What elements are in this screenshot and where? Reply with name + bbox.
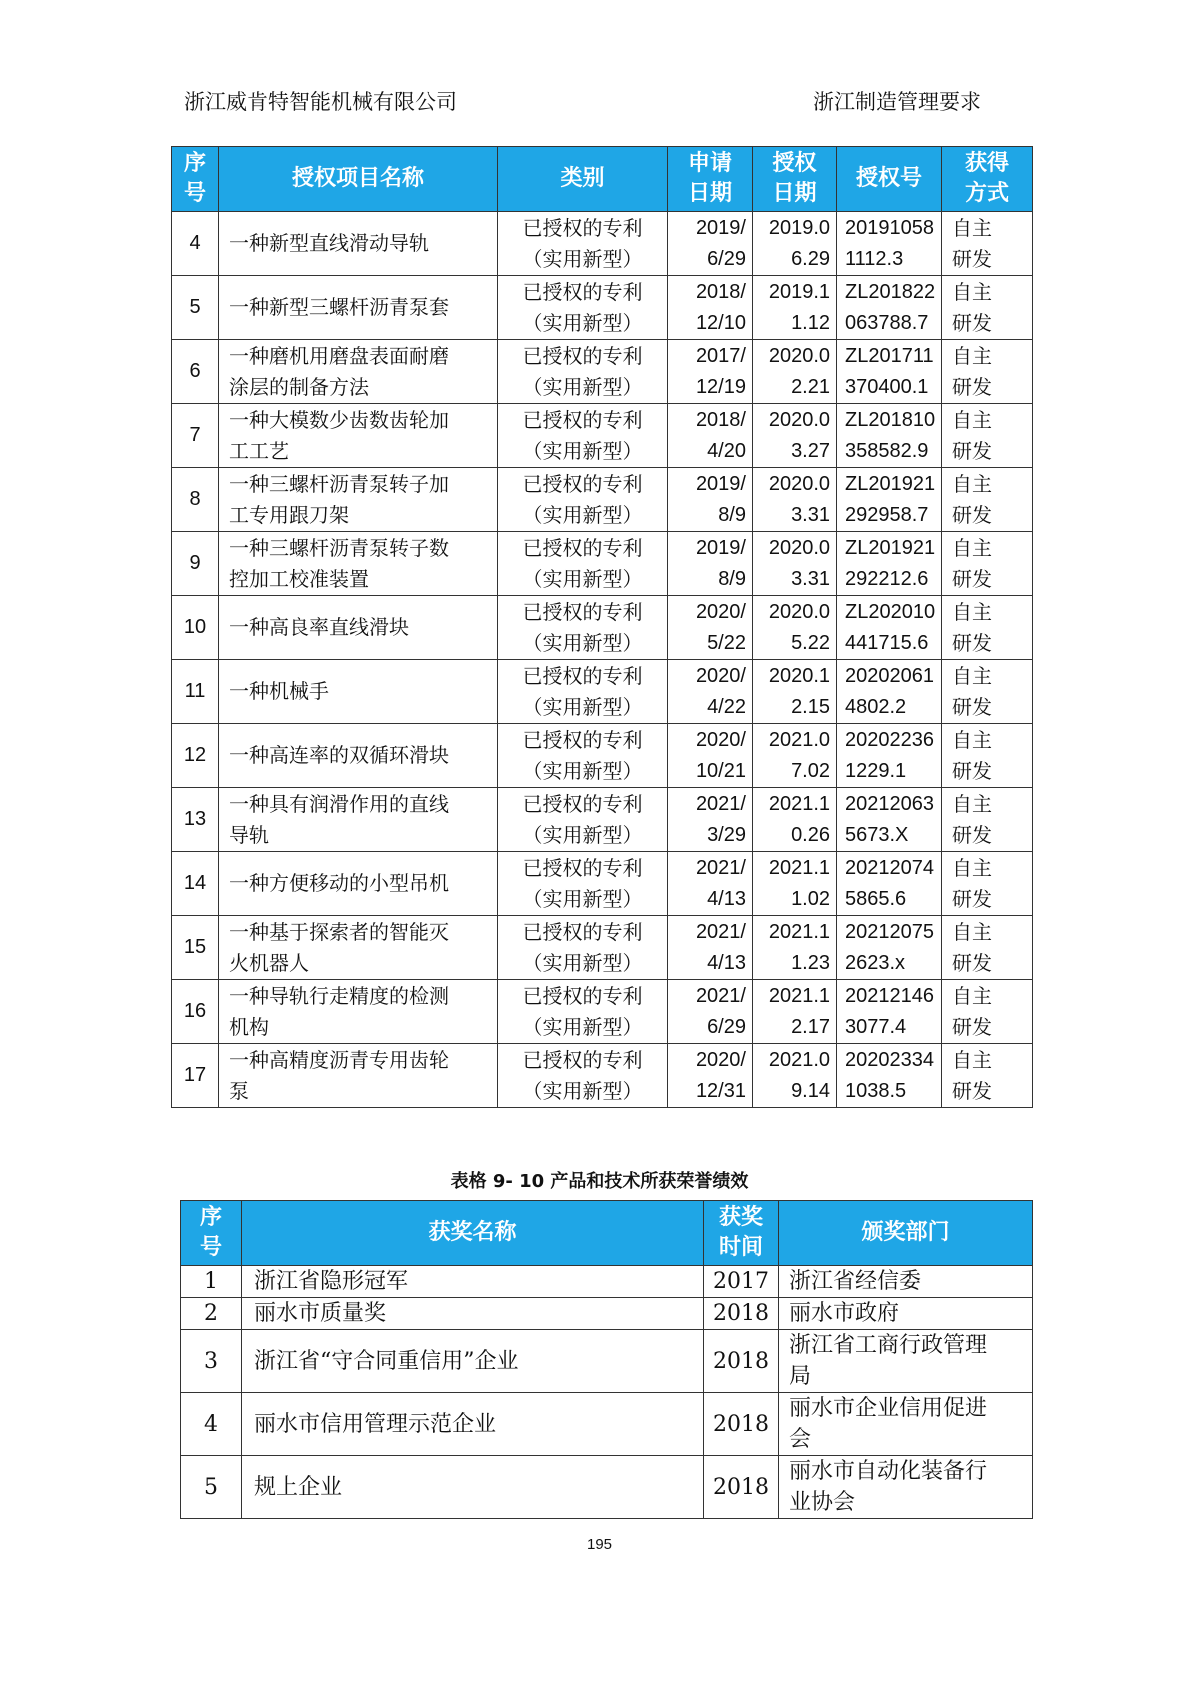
row-apply-date: 2021/ 6/29 (668, 980, 753, 1044)
row-apply-date: 2019/ 8/9 (668, 532, 753, 596)
row-patent-no: ZL201810 358582.9 (837, 404, 942, 468)
row-no: 11 (172, 660, 219, 724)
table-row (172, 1044, 1033, 1108)
row-name: 一种基于探索者的智能灭 火机器人 (219, 916, 498, 980)
table-row (172, 532, 1033, 596)
row-patent-no: 20202236 1229.1 (837, 724, 942, 788)
row-name: 一种新型三螺杆沥青泵套 (219, 276, 498, 340)
award-year: 2018 (704, 1330, 779, 1393)
row-grant-date: 2021.1 2.17 (753, 980, 837, 1044)
row-type: 已授权的专利 （实用新型） (498, 980, 668, 1044)
header-name: 授权项目名称 (219, 147, 498, 212)
award-year: 2017 (704, 1266, 779, 1298)
row-type: 已授权的专利 （实用新型） (498, 852, 668, 916)
header-mode: 获得 方式 (942, 147, 1033, 212)
row-name: 一种三螺杆沥青泵转子数 控加工校准装置 (219, 532, 498, 596)
row-name: 一种磨机用磨盘表面耐磨 涂层的制备方法 (219, 340, 498, 404)
award-header-dept: 颁奖部门 (779, 1201, 1033, 1266)
table-row (181, 1266, 1033, 1298)
row-mode: 自主 研发 (942, 852, 1033, 916)
row-apply-date: 2017/ 12/19 (668, 340, 753, 404)
row-name: 一种导轨行走精度的检测 机构 (219, 980, 498, 1044)
award-name: 规上企业 (242, 1456, 704, 1519)
row-grant-date: 2019.0 6.29 (753, 212, 837, 276)
row-grant-date: 2020.1 2.15 (753, 660, 837, 724)
table-row (181, 1393, 1033, 1456)
patent-table (171, 146, 1033, 1108)
award-no: 3 (181, 1330, 242, 1393)
header-apply-date: 申请 日期 (668, 147, 753, 212)
header-document-title: 浙江制造管理要求 (813, 90, 981, 114)
table-row (172, 660, 1033, 724)
row-mode: 自主 研发 (942, 404, 1033, 468)
row-type: 已授权的专利 （实用新型） (498, 468, 668, 532)
row-apply-date: 2020/ 12/31 (668, 1044, 753, 1108)
row-no: 7 (172, 404, 219, 468)
row-mode: 自主 研发 (942, 596, 1033, 660)
row-no: 10 (172, 596, 219, 660)
row-apply-date: 2021/ 4/13 (668, 916, 753, 980)
row-type: 已授权的专利 （实用新型） (498, 340, 668, 404)
row-grant-date: 2021.1 1.23 (753, 916, 837, 980)
row-patent-no: ZL201822 063788.7 (837, 276, 942, 340)
row-patent-no: ZL201921 292958.7 (837, 468, 942, 532)
award-table-header (181, 1201, 1033, 1266)
table-row (172, 404, 1033, 468)
row-apply-date: 2020/ 5/22 (668, 596, 753, 660)
row-apply-date: 2021/ 3/29 (668, 788, 753, 852)
row-grant-date: 2021.1 0.26 (753, 788, 837, 852)
row-apply-date: 2020/ 10/21 (668, 724, 753, 788)
row-mode: 自主 研发 (942, 980, 1033, 1044)
table-row (172, 788, 1033, 852)
row-type: 已授权的专利 （实用新型） (498, 660, 668, 724)
row-name: 一种三螺杆沥青泵转子加 工专用跟刀架 (219, 468, 498, 532)
row-mode: 自主 研发 (942, 788, 1033, 852)
row-no: 6 (172, 340, 219, 404)
row-type: 已授权的专利 （实用新型） (498, 532, 668, 596)
row-patent-no: 20212146 3077.4 (837, 980, 942, 1044)
row-name: 一种大模数少齿数齿轮加 工工艺 (219, 404, 498, 468)
table-row (172, 276, 1033, 340)
row-apply-date: 2020/ 4/22 (668, 660, 753, 724)
row-apply-date: 2019/ 6/29 (668, 212, 753, 276)
award-dept: 浙江省工商行政管理 局 (779, 1330, 1033, 1393)
award-header-name: 获奖名称 (242, 1201, 704, 1266)
award-year: 2018 (704, 1456, 779, 1519)
row-grant-date: 2020.0 3.27 (753, 404, 837, 468)
row-mode: 自主 研发 (942, 468, 1033, 532)
row-patent-no: ZL201921 292212.6 (837, 532, 942, 596)
row-type: 已授权的专利 （实用新型） (498, 212, 668, 276)
page-number: 195 (586, 1536, 613, 1553)
row-mode: 自主 研发 (942, 212, 1033, 276)
row-grant-date: 2020.0 2.21 (753, 340, 837, 404)
row-no: 4 (172, 212, 219, 276)
row-name: 一种新型直线滑动导轨 (219, 212, 498, 276)
header-patent-no: 授权号 (837, 147, 942, 212)
table-row (172, 916, 1033, 980)
award-dept: 浙江省经信委 (779, 1266, 1033, 1298)
row-no: 13 (172, 788, 219, 852)
award-table-caption: 表格 9- 10 产品和技术所获荣誉绩效 (450, 1171, 749, 1192)
award-no: 1 (181, 1266, 242, 1298)
award-name: 丽水市信用管理示范企业 (242, 1393, 704, 1456)
table-row (172, 340, 1033, 404)
row-patent-no: 20212075 2623.x (837, 916, 942, 980)
table-row (172, 212, 1033, 276)
award-no: 2 (181, 1298, 242, 1330)
header-company: 浙江威肯特智能机械有限公司 (184, 90, 457, 114)
row-no: 16 (172, 980, 219, 1044)
table-row (181, 1298, 1033, 1330)
row-apply-date: 2021/ 4/13 (668, 852, 753, 916)
row-patent-no: 20202334 1038.5 (837, 1044, 942, 1108)
row-name: 一种方便移动的小型吊机 (219, 852, 498, 916)
row-mode: 自主 研发 (942, 916, 1033, 980)
award-dept: 丽水市政府 (779, 1298, 1033, 1330)
row-mode: 自主 研发 (942, 660, 1033, 724)
row-patent-no: ZL202010 441715.6 (837, 596, 942, 660)
row-type: 已授权的专利 （实用新型） (498, 1044, 668, 1108)
row-type: 已授权的专利 （实用新型） (498, 788, 668, 852)
row-grant-date: 2021.0 7.02 (753, 724, 837, 788)
table-row (172, 468, 1033, 532)
row-type: 已授权的专利 （实用新型） (498, 724, 668, 788)
award-dept: 丽水市企业信用促进 会 (779, 1393, 1033, 1456)
row-apply-date: 2018/ 4/20 (668, 404, 753, 468)
row-no: 14 (172, 852, 219, 916)
row-grant-date: 2020.0 3.31 (753, 532, 837, 596)
row-grant-date: 2020.0 3.31 (753, 468, 837, 532)
row-grant-date: 2021.1 1.02 (753, 852, 837, 916)
row-patent-no: 20212063 5673.X (837, 788, 942, 852)
row-no: 12 (172, 724, 219, 788)
row-name: 一种机械手 (219, 660, 498, 724)
row-mode: 自主 研发 (942, 340, 1033, 404)
award-header-year: 获奖 时间 (704, 1201, 779, 1266)
award-year: 2018 (704, 1393, 779, 1456)
row-patent-no: 20191058 1112.3 (837, 212, 942, 276)
award-name: 浙江省“守合同重信用”企业 (242, 1330, 704, 1393)
award-year: 2018 (704, 1298, 779, 1330)
table-row (172, 980, 1033, 1044)
award-name: 丽水市质量奖 (242, 1298, 704, 1330)
row-grant-date: 2021.0 9.14 (753, 1044, 837, 1108)
award-no: 5 (181, 1456, 242, 1519)
award-dept: 丽水市自动化装备行 业协会 (779, 1456, 1033, 1519)
table-row (181, 1456, 1033, 1519)
row-patent-no: 20202061 4802.2 (837, 660, 942, 724)
row-name: 一种具有润滑作用的直线 导轨 (219, 788, 498, 852)
table-row (172, 852, 1033, 916)
row-name: 一种高良率直线滑块 (219, 596, 498, 660)
row-type: 已授权的专利 （实用新型） (498, 596, 668, 660)
row-apply-date: 2019/ 8/9 (668, 468, 753, 532)
award-header-no: 序 号 (181, 1201, 242, 1266)
award-name: 浙江省隐形冠军 (242, 1266, 704, 1298)
row-type: 已授权的专利 （实用新型） (498, 276, 668, 340)
row-no: 8 (172, 468, 219, 532)
row-name: 一种高连率的双循环滑块 (219, 724, 498, 788)
row-mode: 自主 研发 (942, 1044, 1033, 1108)
row-type: 已授权的专利 （实用新型） (498, 916, 668, 980)
patent-table-header (172, 147, 1033, 212)
award-table (180, 1200, 1033, 1519)
row-grant-date: 2019.1 1.12 (753, 276, 837, 340)
row-type: 已授权的专利 （实用新型） (498, 404, 668, 468)
row-grant-date: 2020.0 5.22 (753, 596, 837, 660)
header-type: 类别 (498, 147, 668, 212)
row-patent-no: ZL201711 370400.1 (837, 340, 942, 404)
header-grant-date: 授权 日期 (753, 147, 837, 212)
row-mode: 自主 研发 (942, 276, 1033, 340)
row-mode: 自主 研发 (942, 532, 1033, 596)
row-apply-date: 2018/ 12/10 (668, 276, 753, 340)
header-no: 序 号 (172, 147, 219, 212)
row-no: 5 (172, 276, 219, 340)
award-no: 4 (181, 1393, 242, 1456)
row-no: 9 (172, 532, 219, 596)
row-no: 15 (172, 916, 219, 980)
row-mode: 自主 研发 (942, 724, 1033, 788)
row-name: 一种高精度沥青专用齿轮 泵 (219, 1044, 498, 1108)
table-row (172, 724, 1033, 788)
table-row (172, 596, 1033, 660)
table-row (181, 1330, 1033, 1393)
row-no: 17 (172, 1044, 219, 1108)
row-patent-no: 20212074 5865.6 (837, 852, 942, 916)
